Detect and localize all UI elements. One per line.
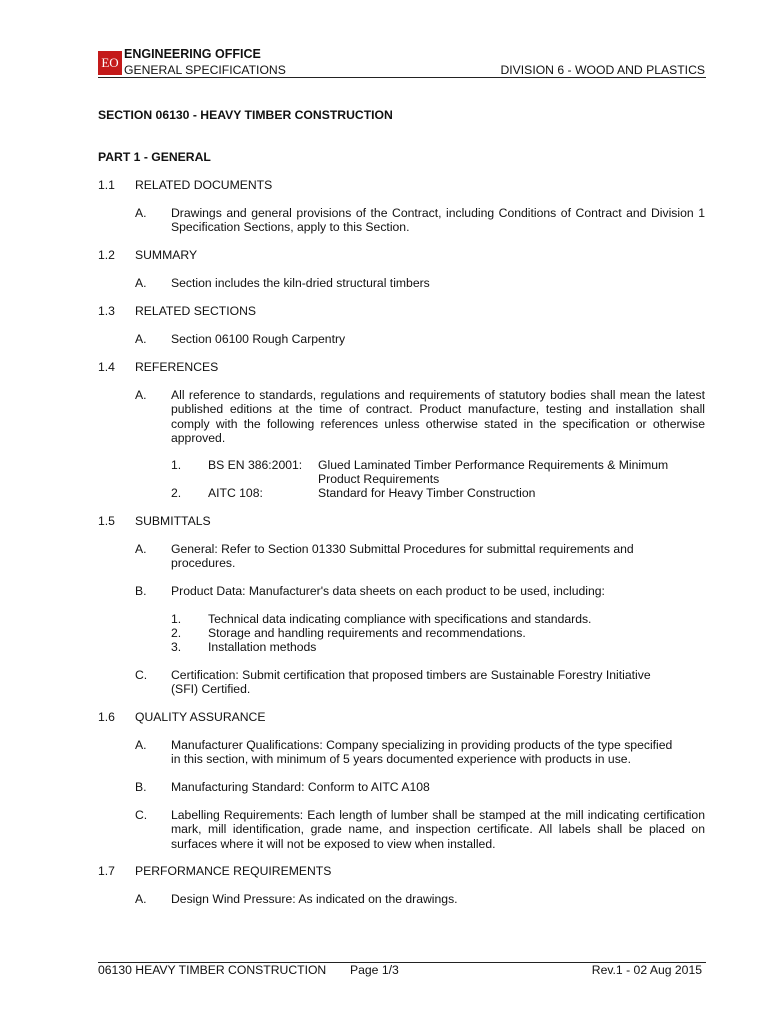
- section-heading: RELATED SECTIONS: [135, 304, 256, 318]
- paragraph: Drawings and general provisions of the Contract, including Conditions of Contract and Division 1 Specification Sections, apply to this Section.: [171, 206, 705, 235]
- section-number: 1.5: [98, 514, 115, 528]
- item-label: A.: [135, 542, 147, 556]
- reference-code: AITC 108:: [208, 486, 263, 500]
- paragraph: Labelling Requirements: Each length of lumber shall be stamped at the mill indicating certification mark, mill identification, grade name, and inspection certificate. All labels shall be placed on surfaces where it will not be exposed to view when installed.: [171, 808, 705, 851]
- section-number: 1.1: [98, 178, 115, 192]
- section-title: SECTION 06130 - HEAVY TIMBER CONSTRUCTION: [98, 108, 393, 122]
- item-label: A.: [135, 388, 147, 402]
- part-title: PART 1 - GENERAL: [98, 150, 211, 164]
- paragraph-line: in this section, with minimum of 5 years documented experience with products in use.: [171, 752, 631, 766]
- list-item: Installation methods: [208, 640, 317, 654]
- item-label: C.: [135, 808, 148, 822]
- header-rule: [98, 77, 706, 78]
- section-heading: PERFORMANCE REQUIREMENTS: [135, 864, 332, 878]
- paragraph: Design Wind Pressure: As indicated on the drawings.: [171, 892, 458, 906]
- item-label: A.: [135, 892, 147, 906]
- section-number: 1.6: [98, 710, 115, 724]
- list-item: Technical data indicating compliance with specifications and standards.: [208, 612, 592, 626]
- footer-page-number: Page 1/3: [350, 963, 399, 977]
- paragraph-line: Certification: Submit certification that proposed timbers are Sustainable Forestry Initiative: [171, 668, 651, 682]
- reference-title: Product Requirements: [318, 472, 440, 486]
- paragraph: Product Data: Manufacturer's data sheets on each product to be used, including:: [171, 584, 605, 598]
- logo: EO: [98, 51, 122, 75]
- item-label: A.: [135, 738, 147, 752]
- paragraph-line: procedures.: [171, 556, 236, 570]
- item-label: A.: [135, 276, 147, 290]
- header-division: DIVISION 6 - WOOD AND PLASTICS: [500, 63, 705, 77]
- list-number: 1.: [171, 612, 182, 626]
- section-heading: REFERENCES: [135, 360, 219, 374]
- reference-code: BS EN 386:2001:: [208, 458, 303, 472]
- reference-title: Glued Laminated Timber Performance Requirements & Minimum: [318, 458, 669, 472]
- list-number: 3.: [171, 640, 182, 654]
- header-subtitle: GENERAL SPECIFICATIONS: [124, 63, 286, 77]
- paragraph: Section 06100 Rough Carpentry: [171, 332, 346, 346]
- list-number: 1.: [171, 458, 182, 472]
- item-label: A.: [135, 332, 147, 346]
- paragraph: Section includes the kiln-dried structural timbers: [171, 276, 430, 290]
- section-heading: SUMMARY: [135, 248, 198, 262]
- list-item: Storage and handling requirements and recommendations.: [208, 626, 526, 640]
- paragraph: All reference to standards, regulations and requirements of statutory bodies shall mean the latest published editions at the time of contract. Product manufacture, testing and installation shall comply with the following references unless otherwise stated in the specification or otherwise approved.: [171, 388, 705, 445]
- section-number: 1.2: [98, 248, 115, 262]
- org-name: ENGINEERING OFFICE: [124, 47, 261, 61]
- list-number: 2.: [171, 486, 182, 500]
- footer-doc-title: 06130 HEAVY TIMBER CONSTRUCTION: [98, 963, 327, 977]
- section-number: 1.4: [98, 360, 115, 374]
- section-number: 1.7: [98, 864, 115, 878]
- paragraph: Manufacturing Standard: Conform to AITC A108: [171, 780, 430, 794]
- section-heading: SUBMITTALS: [135, 514, 211, 528]
- item-label: C.: [135, 668, 148, 682]
- section-heading: RELATED DOCUMENTS: [135, 178, 273, 192]
- section-heading: QUALITY ASSURANCE: [135, 710, 266, 724]
- paragraph-line: (SFI) Certified.: [171, 682, 251, 696]
- section-number: 1.3: [98, 304, 115, 318]
- paragraph-line: General: Refer to Section 01330 Submittal Procedures for submittal requirements and: [171, 542, 634, 556]
- list-number: 2.: [171, 626, 182, 640]
- paragraph-line: Manufacturer Qualifications: Company specializing in providing products of the type specified: [171, 738, 673, 752]
- reference-title: Standard for Heavy Timber Construction: [318, 486, 536, 500]
- footer-revision: Rev.1 - 02 Aug 2015: [591, 963, 702, 977]
- item-label: B.: [135, 584, 147, 598]
- item-label: A.: [135, 206, 147, 220]
- item-label: B.: [135, 780, 147, 794]
